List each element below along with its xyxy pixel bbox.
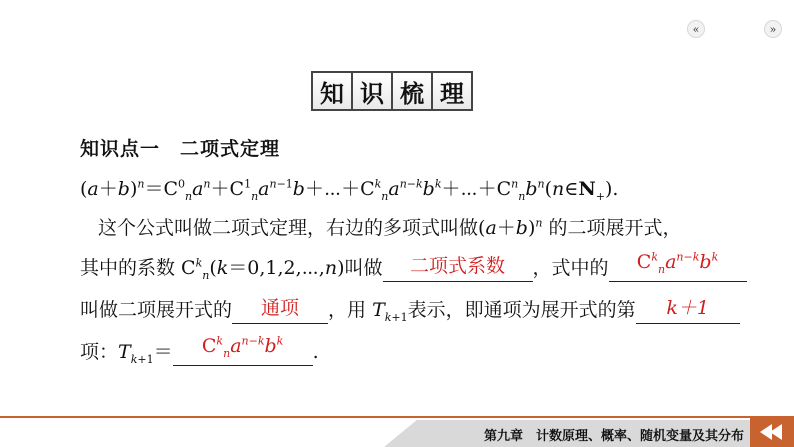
paragraph-line-2: 其中的系数 $C^k_n(k=0,1,2,\cdots,n)$叫做 二项式系数 ，式中的 $C^k_na^{n-k}b^k$ bbox=[80, 253, 747, 282]
back-arrow-icon bbox=[758, 422, 786, 442]
blank-coefficient bbox=[383, 254, 533, 282]
title-char: 梳 bbox=[391, 71, 433, 111]
answer-position: k＋1 bbox=[666, 296, 709, 319]
footer-accent-line bbox=[0, 416, 794, 418]
double-right-arrow-icon: » bbox=[769, 22, 777, 36]
answer-term-expression: $C^k_na^{n-k}b^k$ bbox=[636, 250, 719, 276]
answer-general-term: 通项 bbox=[261, 296, 300, 319]
paragraph-line-3: 叫做二项展开式的 通项 ，用 $T_{k+1}$表示，即通项为展开式的第 k＋1 bbox=[80, 295, 740, 324]
next-slide-button[interactable] bbox=[764, 20, 782, 38]
double-left-arrow-icon: « bbox=[692, 22, 700, 36]
title-char: 知 bbox=[311, 71, 353, 111]
chapter-title: 第九章 计数原理、概率、随机变量及其分布 bbox=[483, 429, 744, 444]
footer bbox=[0, 416, 794, 447]
blank-general-term bbox=[232, 296, 328, 324]
paragraph-line-1: 这个公式叫做二项式定理，右边的多项式叫做$(a+b)^n$ 的二项展开式， bbox=[98, 216, 682, 239]
binomial-formula: $(a+b)^n=C^0_na^n+C^1_na^{n-1}b+\cdots+C^k_na^{n-k}b^k+\cdots+C^n_nb^n(n\in N_+)$. bbox=[80, 177, 619, 203]
previous-slide-button[interactable] bbox=[687, 20, 705, 38]
footer-menu-button[interactable] bbox=[750, 416, 794, 447]
title-char: 理 bbox=[431, 71, 473, 111]
blank-term bbox=[609, 250, 747, 282]
answer-coefficient: 二项式系数 bbox=[409, 254, 505, 277]
paragraph-line-4: 项：$T_{k+1}= C^k_na^{n-k}b^k$ . bbox=[80, 334, 319, 366]
title-char: 识 bbox=[351, 71, 393, 111]
blank-position bbox=[636, 296, 740, 324]
knowledge-point-heading: 知识点一 二项式定理 bbox=[80, 138, 281, 160]
answer-general-term-formula: $C^k_na^{n-k}b^k$ bbox=[201, 334, 284, 360]
section-title bbox=[311, 71, 471, 111]
